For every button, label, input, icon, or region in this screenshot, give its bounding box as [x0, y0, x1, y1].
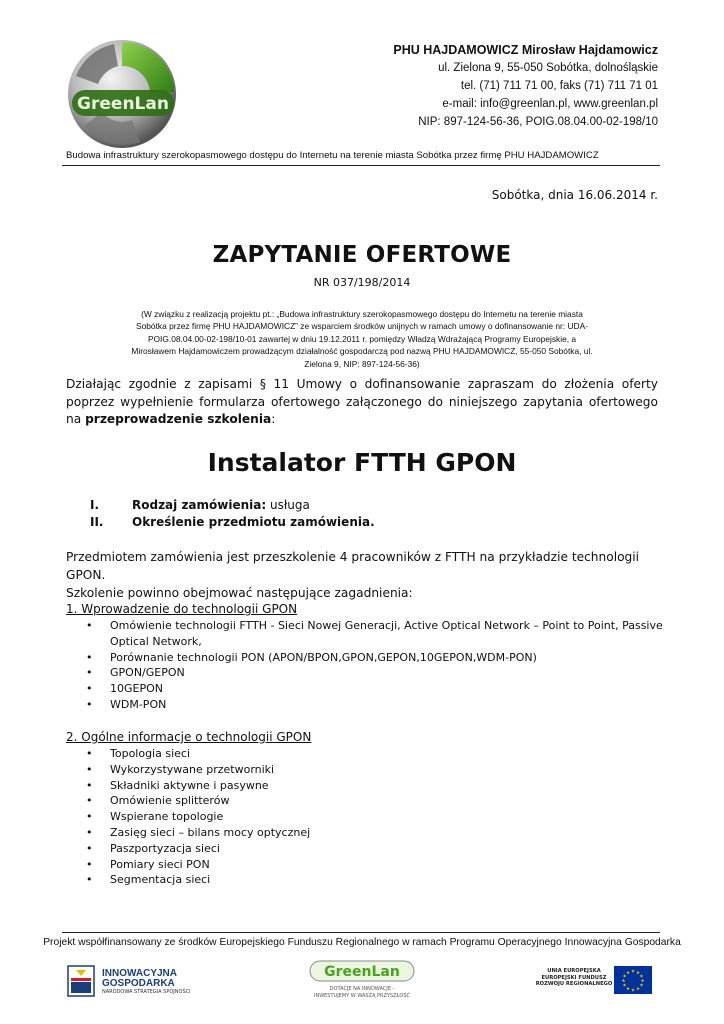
svg-text:★: ★ — [625, 987, 631, 992]
header-divider — [62, 165, 660, 166]
order-description — [66, 548, 666, 602]
footer-text: Projekt współfinansowany ze środków Europejskiego Funduszu Regionalnego w ramach Programu Operacyjnego Innowacyjna Gospodarka — [43, 937, 681, 948]
greenlan-footer-logo — [302, 960, 422, 1004]
svg-text:★: ★ — [639, 983, 644, 989]
description-line-1: Przedmiotem zamówienia jest przeszkolenie 4 pracowników z FTTH na przykładzie technologii GPON. — [66, 550, 640, 582]
list-item: • Wspierane topologie — [86, 809, 666, 825]
list-item: • Porównanie technologii PON (APON/BPON,GPON,GEPON,10GEPON,WDM-PON) — [86, 650, 666, 666]
list-item: • Zasięg sieci – bilans mocy optycznej — [86, 825, 666, 841]
document-date: Sobótka, dnia 16.06.2014 r. — [491, 188, 658, 202]
greenlan-logo-graphic — [62, 36, 184, 154]
eu-text-block — [534, 968, 614, 998]
eu-flag — [614, 966, 652, 998]
company-nip: NIP: 897-124-56-36, POIG.08.04.00-02-198/10 — [418, 116, 658, 128]
logo-text: GreenLan — [77, 94, 169, 114]
svg-text:★: ★ — [625, 971, 631, 976]
intro-end: : — [271, 412, 276, 426]
list-item: • Omówienie technologii FTTH - Sieci Nowej Generacji, Active Optical Network – Point to Point, Passive Optical Network, — [86, 618, 666, 650]
ig-subtitle: NARODOWA STRATEGIA SPÓJNOŚCI — [102, 989, 191, 995]
order-item — [90, 498, 310, 512]
document-title: ZAPYTANIE OFERTOWE — [212, 242, 512, 268]
ig-name-line-2: GOSPODARKA — [102, 978, 175, 989]
svg-text:★: ★ — [635, 987, 641, 992]
svg-text:★: ★ — [630, 988, 636, 994]
training-subject: Instalator FTTH GPON — [207, 448, 517, 477]
svg-text:★: ★ — [640, 979, 645, 984]
order-item-number: I. — [90, 498, 100, 512]
list-item: • 10GEPON — [86, 681, 666, 697]
description-line-2: Szkolenie powinno obejmować następujące zagadnienia: — [66, 586, 413, 600]
svg-text:★: ★ — [630, 969, 636, 975]
list-item: • Omówienie splitterów — [86, 793, 666, 809]
svg-text:★: ★ — [622, 974, 627, 980]
svg-text:★: ★ — [635, 971, 641, 976]
company-name: PHU HAJDAMOWICZ Mirosław Hajdamowicz — [393, 43, 658, 57]
list-item: • WDM-PON — [86, 697, 666, 713]
section-list — [86, 746, 666, 888]
list-item: • Topologia sieci — [86, 746, 666, 762]
order-item-value: usługa — [266, 498, 310, 512]
svg-text:★: ★ — [639, 974, 644, 980]
list-item: • Pomiary sieci PON — [86, 857, 666, 873]
list-item: • Składniki aktywne i pasywne — [86, 778, 666, 794]
document-number: NR 037/198/2014 — [313, 276, 411, 289]
order-item-label: Rodzaj zamówienia: — [132, 498, 267, 512]
section-title: 1. Wprowadzenie do technologii GPON — [66, 602, 298, 616]
innowacyjna-gospodarka-logo — [66, 960, 206, 1004]
list-item: • Paszportyzacja sieci — [86, 841, 666, 857]
ig-emblem-icon — [66, 964, 96, 998]
company-phone: tel. (71) 711 71 00, faks (71) 711 71 01 — [460, 80, 658, 92]
svg-text:★: ★ — [622, 983, 627, 989]
ig-name-line-1: INNOWACYJNA — [102, 968, 178, 979]
greenlan-wordmark — [302, 960, 422, 982]
project-line: Budowa infrastruktury szerokopasmowego dostępu do Internetu na terenie miasta Sobótka przez firmę PHU HAJDAMOWICZ — [66, 150, 599, 161]
intro-text: Działając zgodnie z zapisami § 11 Umowy o dofinansowanie zapraszam do złożenia oferty poprzez wypełnienie formularza ofertowego załączonego do niniejszego zapytania ofertowego na — [66, 377, 658, 426]
section-list — [86, 618, 666, 713]
project-context: (W związku z realizacją projektu pt.: „Budowa infrastruktury szerokopasmowego dostępu do Internetu na terenie miasta Sobótka przez firmę PHU HAJDAMOWICZ” ze wsparciem środków unijnych w ramach umowy o dofinansowanie nr: UDA-POIG.08.04.00-02-198/10-01 zawartej w dniu 19.12.2011 r. pomiędzy Władzą Wdrażającą Programy Europejskie, a Mirosławem Hajdamowiczem prowadzącym działalność gospodarczą pod nazwą PHU HAJDAMOWICZ, 55-050 Sobótka, ul. Zielona 9, NIP: 897-124-56-36) — [131, 309, 593, 369]
company-address: ul. Zielona 9, 55-050 Sobótka, dolnośląskie — [438, 62, 658, 74]
intro-paragraph — [66, 376, 658, 429]
gl-sub-2: INWESTUJEMY W WASZĄ PRZYSZŁOŚĆ — [313, 993, 410, 999]
gl-name: GreenLan — [324, 964, 400, 980]
greenlan-logo — [62, 36, 184, 154]
list-item: • Segmentacja sieci — [86, 872, 666, 888]
svg-text:★: ★ — [621, 979, 626, 984]
company-email: e-mail: info@greenlan.pl, www.greenlan.pl — [442, 98, 658, 110]
list-item: • GPON/GEPON — [86, 665, 666, 681]
eu-line-1: UNIA EUROPEJSKA — [547, 968, 601, 974]
order-item-label: Określenie przedmiotu zamówienia. — [132, 515, 375, 529]
eu-line-3: ROZWOJU REGIONALNEGO — [535, 981, 613, 987]
footer-divider — [62, 932, 660, 933]
eu-line-2: EUROPEJSKI FUNDUSZ — [541, 974, 607, 981]
section-title: 2. Ogólne informacje o technologii GPON — [66, 730, 312, 744]
eu-flag-icon — [614, 966, 652, 994]
list-item: • Wykorzystywane przetworniki — [86, 762, 666, 778]
order-item-number: II. — [90, 515, 104, 529]
order-item — [90, 515, 375, 529]
intro-bold: przeprowadzenie szkolenia — [85, 412, 272, 426]
gl-sub-1: DOTACJE NA INNOWACJE - — [329, 986, 395, 992]
